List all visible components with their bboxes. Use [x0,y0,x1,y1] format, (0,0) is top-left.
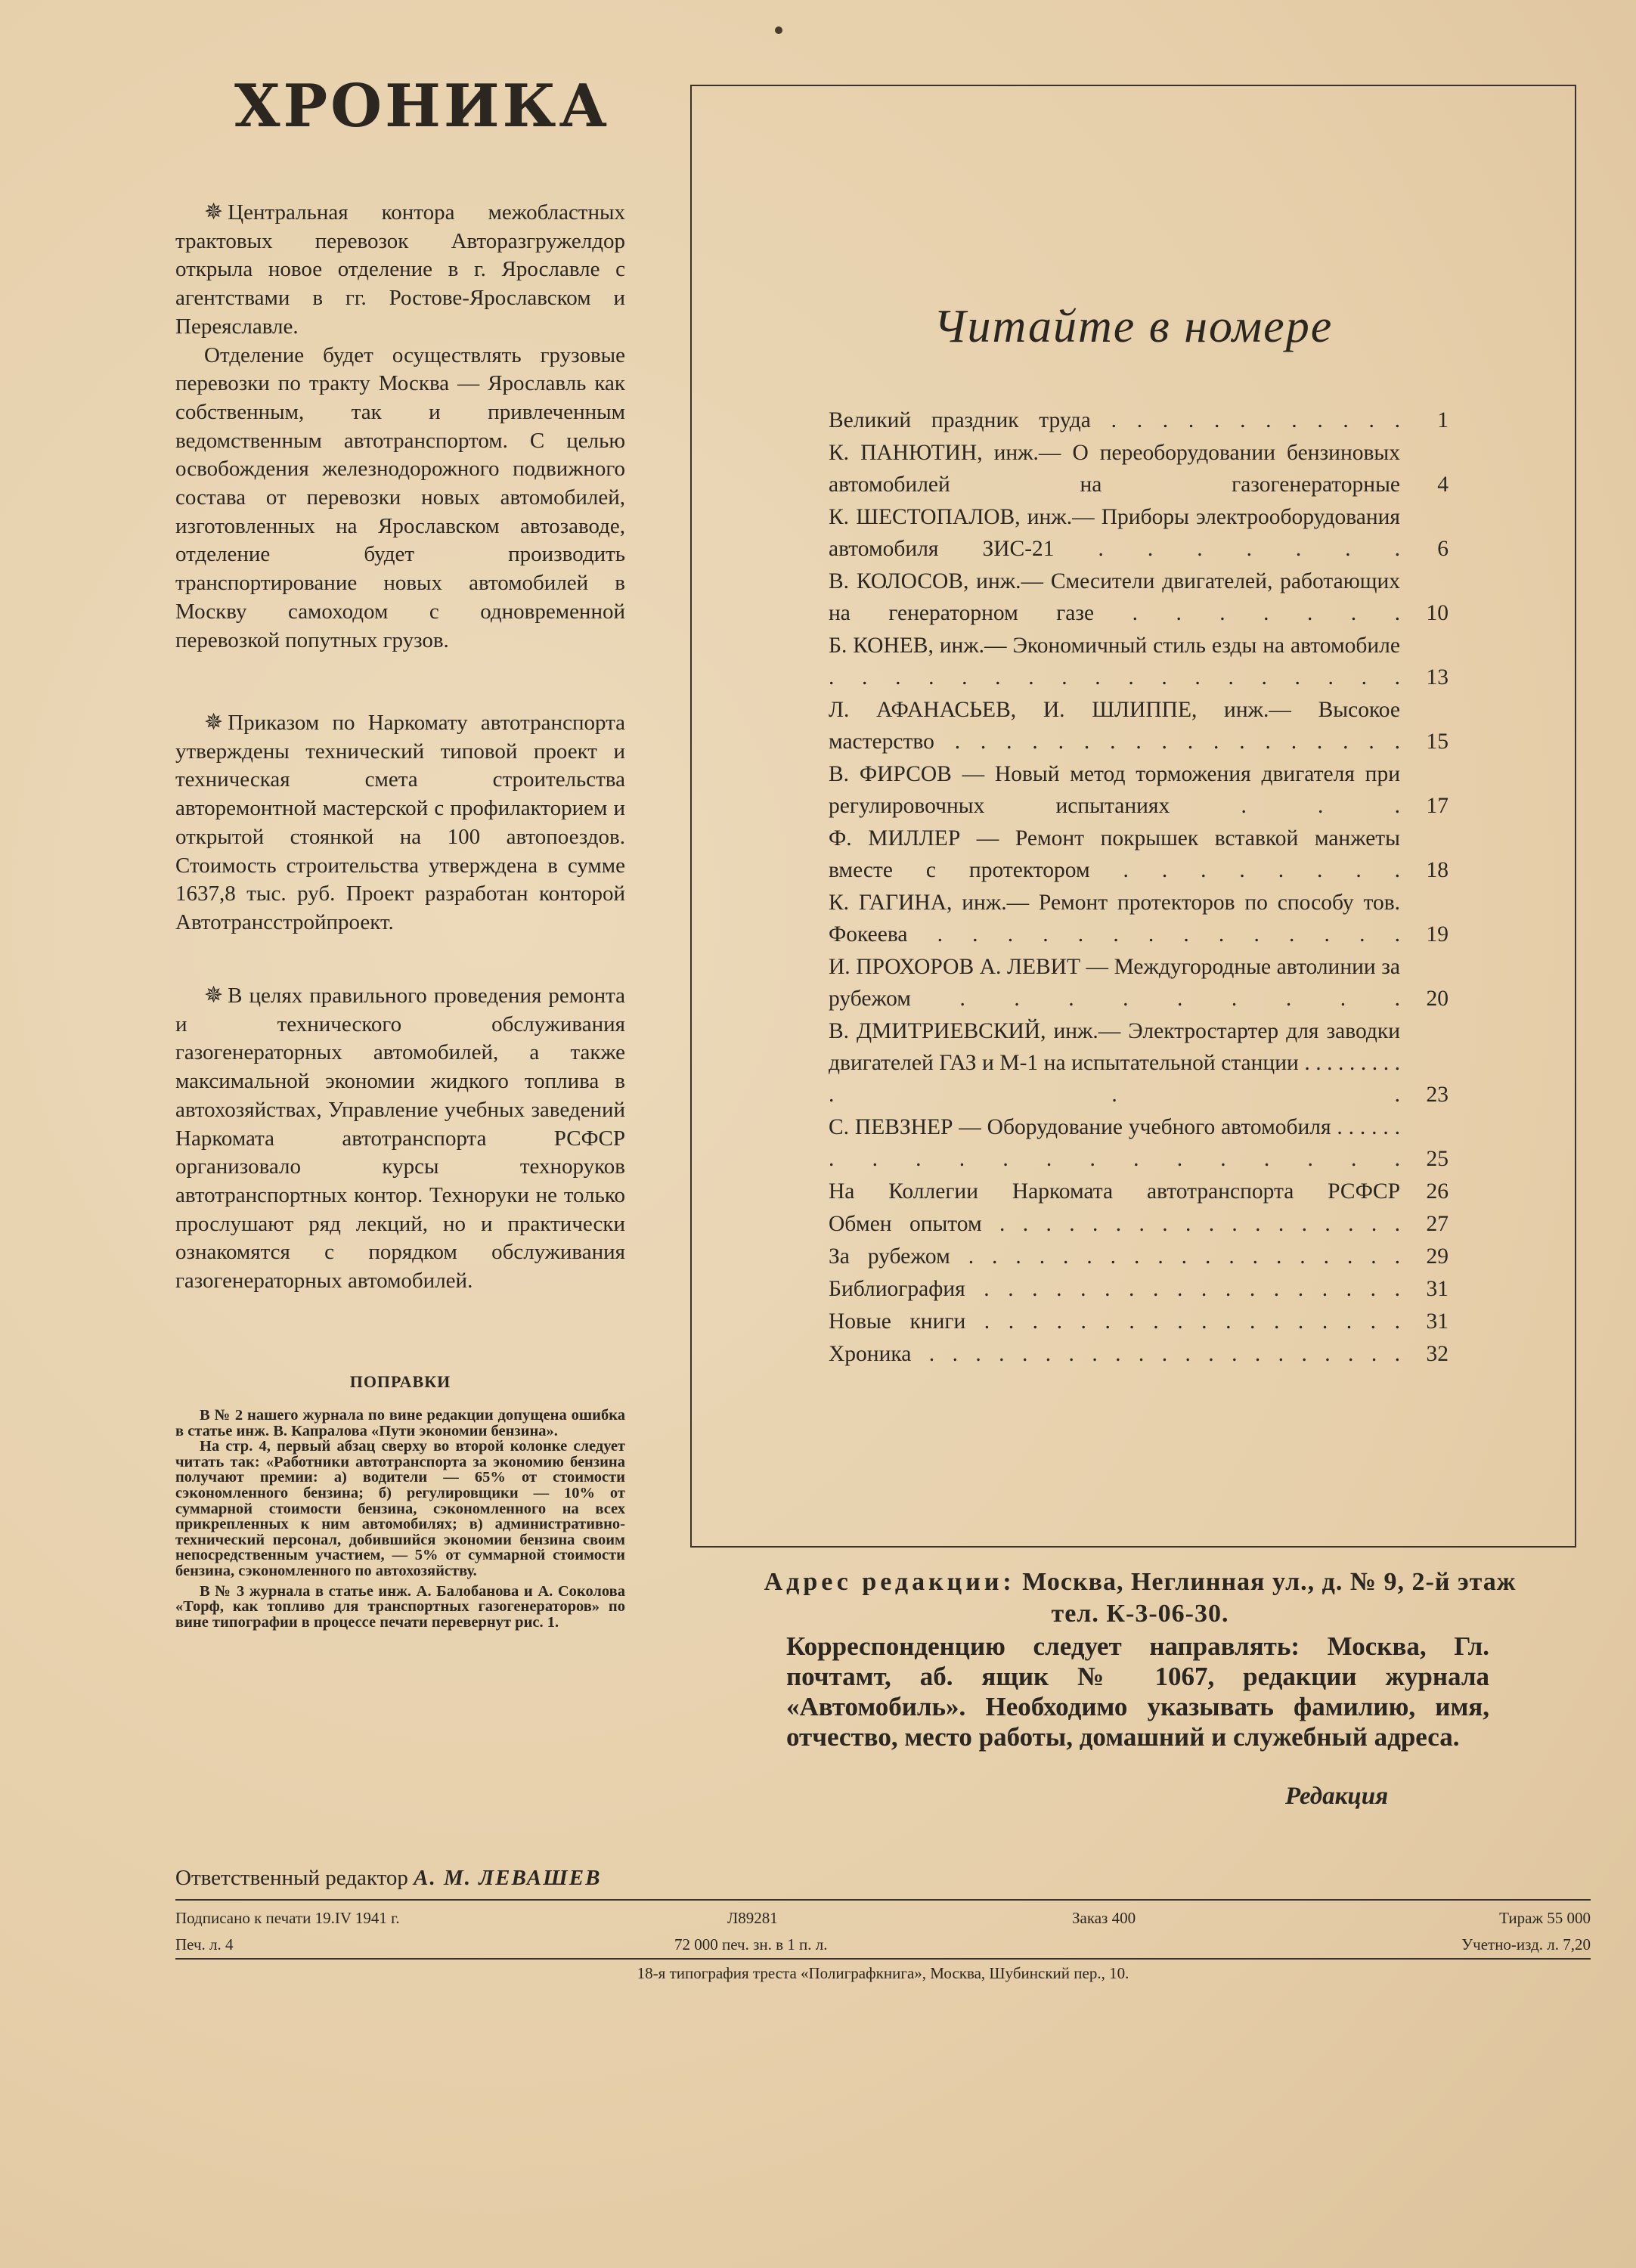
asterisk-icon: ✵ [204,200,224,225]
imprint-code: Л89281 [727,1909,778,1927]
editor-name: А. М. ЛЕВАШЕВ [414,1866,602,1890]
toc-item-page: 4 [1437,472,1449,497]
toc-item [829,1306,1449,1337]
toc-item-page: 32 [1426,1342,1449,1366]
imprint-chars: 72 000 печ. зн. в 1 п. л. [674,1935,828,1954]
toc-item-page: 13 [1426,665,1449,689]
toc-item [829,694,1449,758]
toc-item-text: За рубежом . . . . . . . . . . . . . . . . . . . [829,1244,1400,1269]
toc-item-text: К. ГАГИНА, инж.— Ремонт протекторов по способу тов. Фокеева . . . . . . . . . . . . . . [829,891,1400,947]
chronicle-paragraph: Отделение будет осуществлять грузовые перевозки по тракту Москва — Ярославль как собственным, так и привлеченным ведомственным автотранспортом. С целью освобождения железнодорожного подвижного состава от перевозки новых автомобилей, изготовленных на Ярославском автозаводе, отделение будет производить транспортирование новых автомобилей в Москву самоходом с одновременной перевозкой попутных грузов. [175,342,625,652]
toc-item-text: И. ПРОХОРОВ А. ЛЕВИТ — Междугородные автолинии за рубежом . . . . . . . . . [829,955,1400,1011]
footer-rule [175,1899,1591,1901]
correction-paragraph: В № 2 нашего журнала по вине редакции допущена ошибка в статье инж. В. Капралова «Пути экономии бензина». [175,1407,625,1439]
correction-paragraph: В № 3 журнала в статье инж. А. Балобанова и А. Соколова «Торф, как топливо для транспортных газогенераторов» по вине типографии в процессе печати перевернут рис. 1. [175,1582,625,1631]
toc-item-page: 6 [1437,537,1449,561]
correspondence-note: Корреспонденцию следует направлять: Москва, Гл. почтамт, аб. ящик № 1067, редакции журнала «Автомобиль». Необходимо указывать фамилию, имя, отчество, место работы, домашний и служебный адреса. [786,1631,1489,1752]
imprint-signed: Подписано к печати 19.IV 1941 г. [175,1909,400,1927]
toc-item [829,1208,1449,1240]
toc-item [829,1241,1449,1272]
toc-item [829,951,1449,1015]
toc-item-page: 23 [1426,1083,1449,1107]
toc-item [829,887,1449,950]
toc-title: Читайте в номере [933,301,1334,352]
address-line: Москва, Неглинная ул., д. № 9, 2-й этаж [1022,1568,1517,1596]
toc-item-text: К. ПАНЮТИН, инж.— О переоборудовании бензиновых автомобилей на газогенераторные [829,441,1400,497]
responsible-editor [175,1866,601,1891]
footer-rule-2 [175,1958,1591,1960]
toc-item-page: 31 [1426,1277,1449,1301]
toc-item-page: 18 [1426,858,1449,882]
imprint-row-2 [175,1935,1591,1958]
toc-list [829,404,1449,1371]
toc-item-text: В. КОЛОСОВ, инж.— Смесители двигателей, работающих на генераторном газе . . . . . . . [829,569,1400,625]
toc-item-text: Новые книги . . . . . . . . . . . . . . . . . . [829,1309,1400,1334]
address-phone: тел. К-3-06-30. [1051,1600,1229,1628]
toc-item [829,565,1449,629]
imprint-row-1 [175,1909,1591,1932]
signoff: Редакция [1285,1783,1389,1810]
corrections-body [175,1408,625,1630]
toc-item-text: С. ПЕВЗНЕР — Оборудование учебного автомобиля . . . . . . . . . . . . . . . . . . . . [829,1115,1400,1171]
toc-item-text: Л. АФАНАСЬЕВ, И. ШЛИППЕ, инж.— Высокое мастерство . . . . . . . . . . . . . . . . . . [829,698,1400,754]
imprint-sheets: Печ. л. 4 [175,1935,234,1954]
imprint-order: Заказ 400 [1072,1909,1136,1927]
toc-item-page: 31 [1426,1309,1449,1334]
paper-spot [775,26,782,34]
asterisk-icon: ✵ [204,710,224,735]
toc-item-page: 27 [1426,1212,1449,1236]
toc-item-page: 15 [1426,730,1449,754]
toc-item [829,1176,1449,1207]
toc-item-page: 29 [1426,1244,1449,1269]
corrections-title: ПОПРАВКИ [349,1372,451,1391]
toc-item-page: 17 [1426,794,1449,818]
toc-item [829,630,1449,693]
imprint-edsheets: Учетно-изд. л. 7,20 [1461,1935,1591,1954]
chronicle-paragraph: Центральная контора межобластных трактовых перевозок Авторазгружелдор открыла новое отделение в г. Ярославле с агентствами в гг. Ростове-Ярославском и Переяславле. [175,200,625,339]
toc-item [829,501,1449,565]
toc-item-page: 25 [1426,1147,1449,1171]
page-title: ХРОНИКА [234,72,610,141]
toc-item [829,823,1449,886]
toc-item-text: Хроника . . . . . . . . . . . . . . . . . . . . . [829,1342,1400,1366]
chronicle-item-1 [175,198,625,655]
toc-item-text: В. ФИРСОВ — Новый метод торможения двигателя при регулировочных испытаниях . . . [829,762,1400,818]
toc-item-text: Великий праздник труда . . . . . . . . . . . . [829,408,1400,432]
toc-item-text: На Коллегии Наркомата автотранспорта РСФСР [829,1179,1400,1204]
correction-paragraph: На стр. 4, первый абзац сверху во второй колонке следует читать так: «Работники автотранспорта за экономию бензина получают премии: а) водители — 65% от стоимости сэкономленного бензина; б) регулировщики — 10% от суммарной стоимости бензина, сэкономленного на всех прикрепленных к ним автомобилях; в) административно-технический персонал, добившийся экономии бензина своим непосредственным участием, — 5% от суммарной стоимости бензина, сэкономленного по автохозяйству. [175,1438,625,1579]
editorial-address [690,1566,1590,1630]
toc-item [829,1338,1449,1370]
asterisk-icon: ✵ [204,983,224,1008]
toc-item-text: Библиография . . . . . . . . . . . . . . . . . . [829,1277,1400,1301]
toc-item-text: В. ДМИТРИЕВСКИЙ, инж.— Электростартер для заводки двигателей ГАЗ и М-1 на испытательной станции . . . . . . . . . . . . [829,1019,1400,1107]
toc-item [829,1015,1449,1111]
toc-item [829,437,1449,500]
chronicle-item-3 [175,981,625,1296]
toc-item-page: 10 [1426,601,1449,625]
toc-item-page: 19 [1426,922,1449,947]
toc-item-text: К. ШЕСТОПАЛОВ, инж.— Приборы электрооборудования автомобиля ЗИС-21 . . . . . . . [829,505,1400,561]
chronicle-paragraph: Приказом по Наркомату автотранспорта утверждены технический типовой проект и техническая смета строительства авторемонтной мастерской с профилакторием и открытой стоянкой на 100 автопоездов. Стоимость строительства утверждена в сумме 1637,8 тыс. руб. Проект разработан конторой Автотрансстройпроект. [175,711,625,934]
imprint-run: Тираж 55 000 [1499,1909,1591,1927]
chronicle-paragraph: В целях правильного проведения ремонта и технического обслуживания газогенераторных автомобилей, а также максимальной экономии жидкого топлива в автохозяйствах, Управление учебных заведений Наркомата автотранспорта РСФСР организовало курсы техноруков автотранспортных контор. Техноруки не только прослушают ряд лекций, но и практически ознакомятся с порядком обслуживания газогенераторных автомобилей. [175,984,625,1294]
toc-item [829,1273,1449,1305]
toc-item-page: 20 [1426,987,1449,1011]
toc-item [829,1111,1449,1175]
editor-label: Ответственный редактор [175,1866,408,1890]
toc-item-text: Б. КОНЕВ, инж.— Экономичный стиль езды на автомобиле . . . . . . . . . . . . . . . . . . [829,634,1400,689]
toc-item [829,758,1449,822]
toc-item-text: Обмен опытом . . . . . . . . . . . . . . . . . . [829,1212,1400,1236]
chronicle-item-2 [175,708,625,937]
toc-item [829,404,1449,436]
toc-item-page: 26 [1426,1179,1449,1204]
toc-item-page: 1 [1437,408,1449,432]
printer-line: 18-я типография треста «Полиграфкнига», Москва, Шубинский пер., 10. [637,1964,1129,1982]
toc-item-text: Ф. МИЛЛЕР — Ремонт покрышек вставкой манжеты вместе с протектором . . . . . . . . [829,826,1400,882]
address-label: Адрес редакции: [764,1568,1015,1596]
